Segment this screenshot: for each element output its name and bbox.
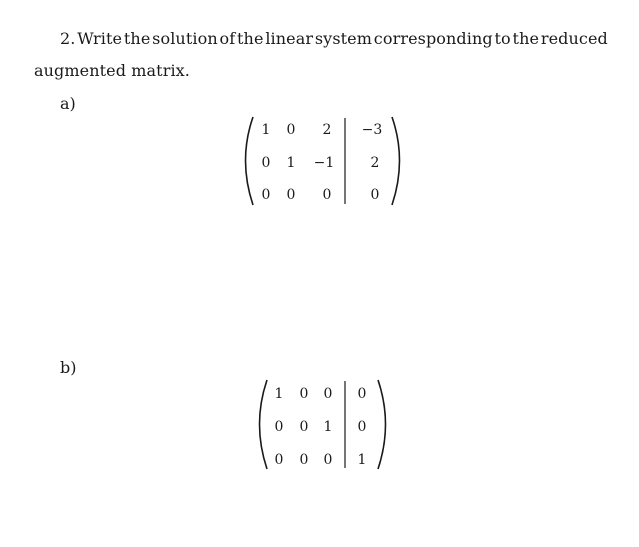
problem-word: solution — [152, 29, 218, 48]
matrix-cell: 0 — [286, 122, 296, 138]
left-parenthesis — [260, 380, 268, 469]
matrix-cell: 0 — [299, 419, 309, 435]
problem-word: the — [237, 29, 264, 48]
matrix-cell: 0 — [286, 187, 296, 203]
matrix-cell: 1 — [261, 122, 271, 138]
matrix-cell: 0 — [299, 452, 309, 468]
problem-word: system — [314, 29, 373, 48]
matrix-cell: 0 — [322, 187, 332, 203]
problem-word: to — [494, 29, 511, 48]
matrix-cell: 0 — [261, 155, 271, 171]
problem-number: 2. — [60, 29, 76, 48]
problem-word: of — [219, 29, 236, 48]
matrix-cell: 0 — [274, 419, 284, 435]
matrix-cell: 0 — [274, 452, 284, 468]
matrix-cell: 0 — [357, 386, 367, 402]
matrix-cell: 1 — [286, 155, 296, 171]
problem-word: the — [123, 29, 151, 48]
problem-word: corresponding — [373, 29, 493, 48]
matrix-cell: 0 — [370, 187, 380, 203]
matrix-cell: 0 — [323, 386, 333, 402]
matrix-cell: 0 — [323, 452, 333, 468]
problem-word: the — [512, 29, 540, 48]
matrix-cell: 1 — [323, 419, 333, 435]
matrix-cell: 2 — [370, 155, 380, 171]
part-b-label: b) — [60, 358, 77, 377]
problem-word: reduced — [540, 29, 608, 48]
right-parenthesis — [378, 380, 386, 469]
matrix-cell: 2 — [322, 122, 332, 138]
matrix-cell: −1 — [313, 155, 335, 171]
problem-word: Write — [77, 29, 123, 48]
problem-statement-line-2: augmented matrix. — [34, 61, 190, 80]
matrix-cell: 0 — [357, 419, 367, 435]
matrix-cell: 1 — [274, 386, 284, 402]
part-a-label: a) — [60, 94, 76, 113]
matrix-cell: −3 — [361, 122, 383, 138]
matrix-cell: 0 — [261, 187, 271, 203]
matrix-cell: 1 — [357, 452, 367, 468]
matrix-cell: 0 — [299, 386, 309, 402]
problem-word: linear — [265, 29, 314, 48]
